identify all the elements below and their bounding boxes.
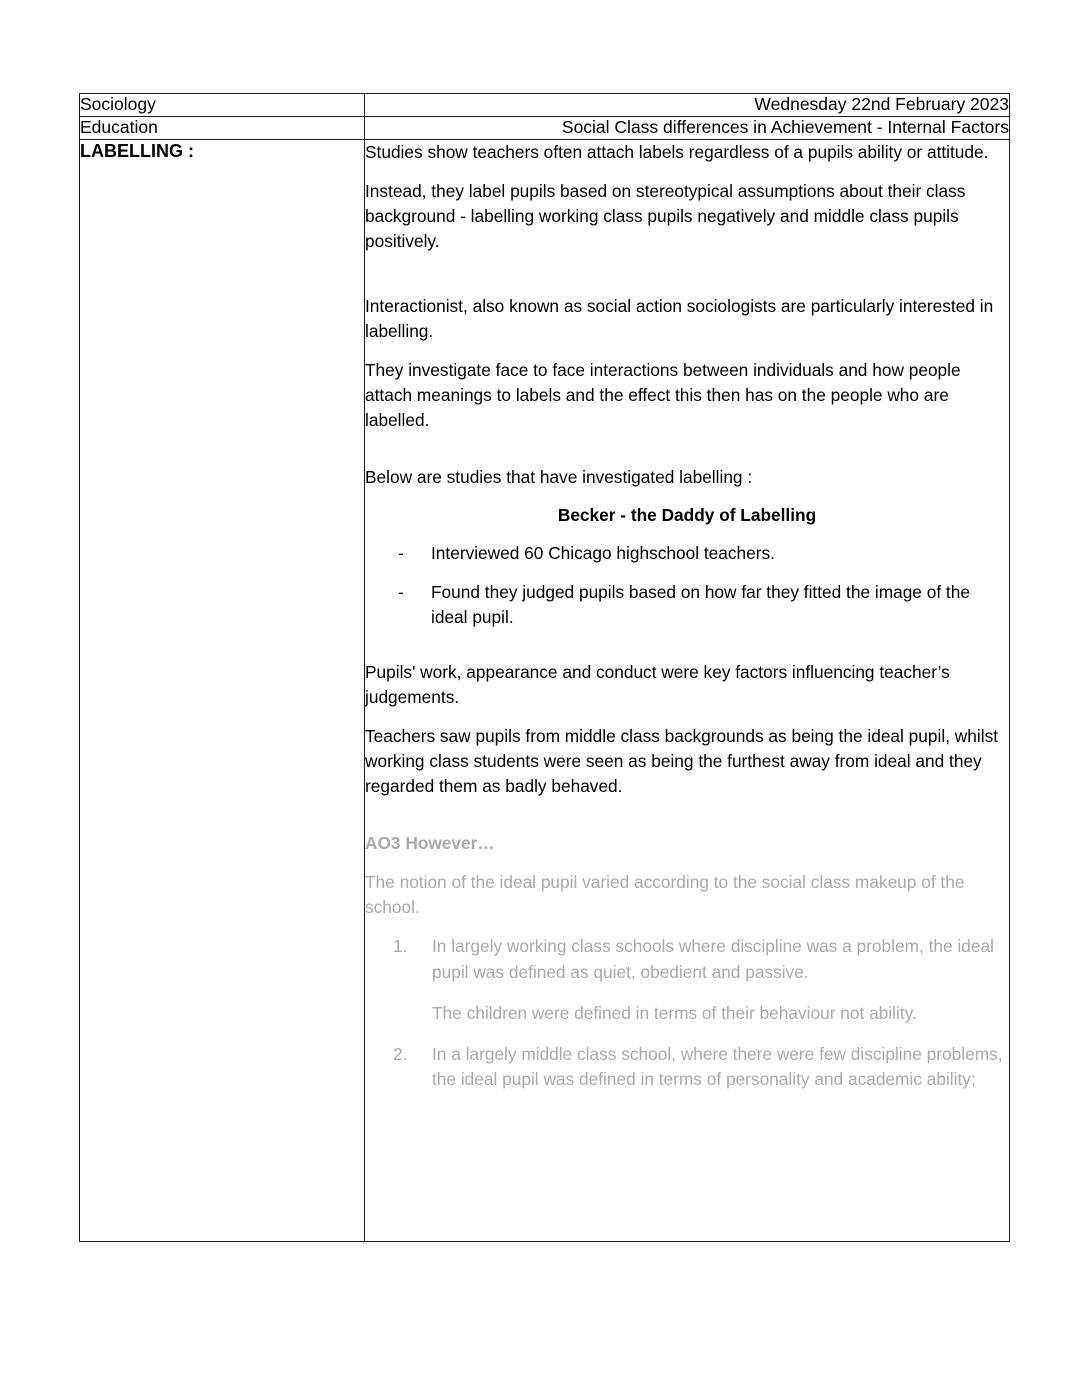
lesson-title-cell: Social Class differences in Achievement - Internal Factors <box>365 116 1010 139</box>
becker-heading: Becker - the Daddy of Labelling <box>557 504 817 525</box>
subject-cell: Sociology <box>80 94 365 117</box>
paragraph-spacer-2 <box>365 447 1009 465</box>
table-row-topic <box>80 116 1010 139</box>
content-cell <box>365 139 1010 1241</box>
section-label-cell: LABELLING : <box>80 139 365 1241</box>
number-marker: 1. <box>393 936 408 957</box>
list-item-text: Interviewed 60 Chicago highschool teachers. <box>431 542 775 563</box>
paragraph-below-studies: Below are studies that have investigated labelling : <box>365 467 753 488</box>
paragraph-studies-show: Studies show teachers often attach labels regardless of a pupils ability or attitude. <box>365 141 989 162</box>
date-cell: Wednesday 22nd February 2023 <box>365 94 1010 117</box>
number-marker: 2. <box>393 1043 408 1064</box>
table-row-subject <box>80 94 1010 117</box>
list-item <box>365 580 1009 630</box>
becker-points-list <box>365 541 1009 630</box>
list-item <box>365 541 1009 566</box>
ao3-heading: AO3 However… <box>365 833 495 854</box>
ao3-follow-up-paragraph: The children were defined in terms of their behaviour not ability. <box>432 1002 917 1023</box>
paragraph-interactionist: Interactionist, also known as social action sociologists are particularly interested in labelling. <box>365 296 994 342</box>
ao3-evaluation-block <box>365 831 1009 1092</box>
ao3-intro-paragraph: The notion of the ideal pupil varied according to the social class makeup of the school. <box>365 872 965 918</box>
paragraph-teachers-saw: Teachers saw pupils from middle class backgrounds as being the ideal pupil, whilst working class students were seen as being the furthest away from ideal and they regarded them as badly behaved. <box>365 726 999 797</box>
topic-cell: Education <box>80 116 365 139</box>
paragraph-instead-label: Instead, they label pupils based on stereotypical assumptions about their class background - labelling working class pupils negatively and middle class pupils positively. <box>365 180 966 251</box>
dash-marker: - <box>398 542 404 563</box>
list-item <box>365 1042 1009 1092</box>
table-row-content <box>80 139 1010 1241</box>
dash-marker: - <box>398 581 404 602</box>
list-item-text: Found they judged pupils based on how far they fitted the image of the ideal pupil. <box>431 581 970 627</box>
notes-table <box>79 93 1010 1242</box>
ao3-points-list <box>365 934 1009 1091</box>
paragraph-spacer <box>365 268 1009 294</box>
paragraph-pupils-work: Pupils' work, appearance and conduct were key factors influencing teacher’s judgements. <box>365 661 950 707</box>
paragraph-spacer-3 <box>365 813 1009 831</box>
list-item <box>365 934 1009 984</box>
paragraph-face-to-face: They investigate face to face interactions between individuals and how people attach meanings to labels and the effect this then has on the people who are labelled. <box>365 360 961 431</box>
list-item-text: In a largely middle class school, where there were few discipline problems, the ideal pupil was defined in terms of personality and academic ability; <box>432 1043 1003 1089</box>
list-item-text: In largely working class schools where discipline was a problem, the ideal pupil was defined as quiet, obedient and passive. <box>432 936 994 982</box>
